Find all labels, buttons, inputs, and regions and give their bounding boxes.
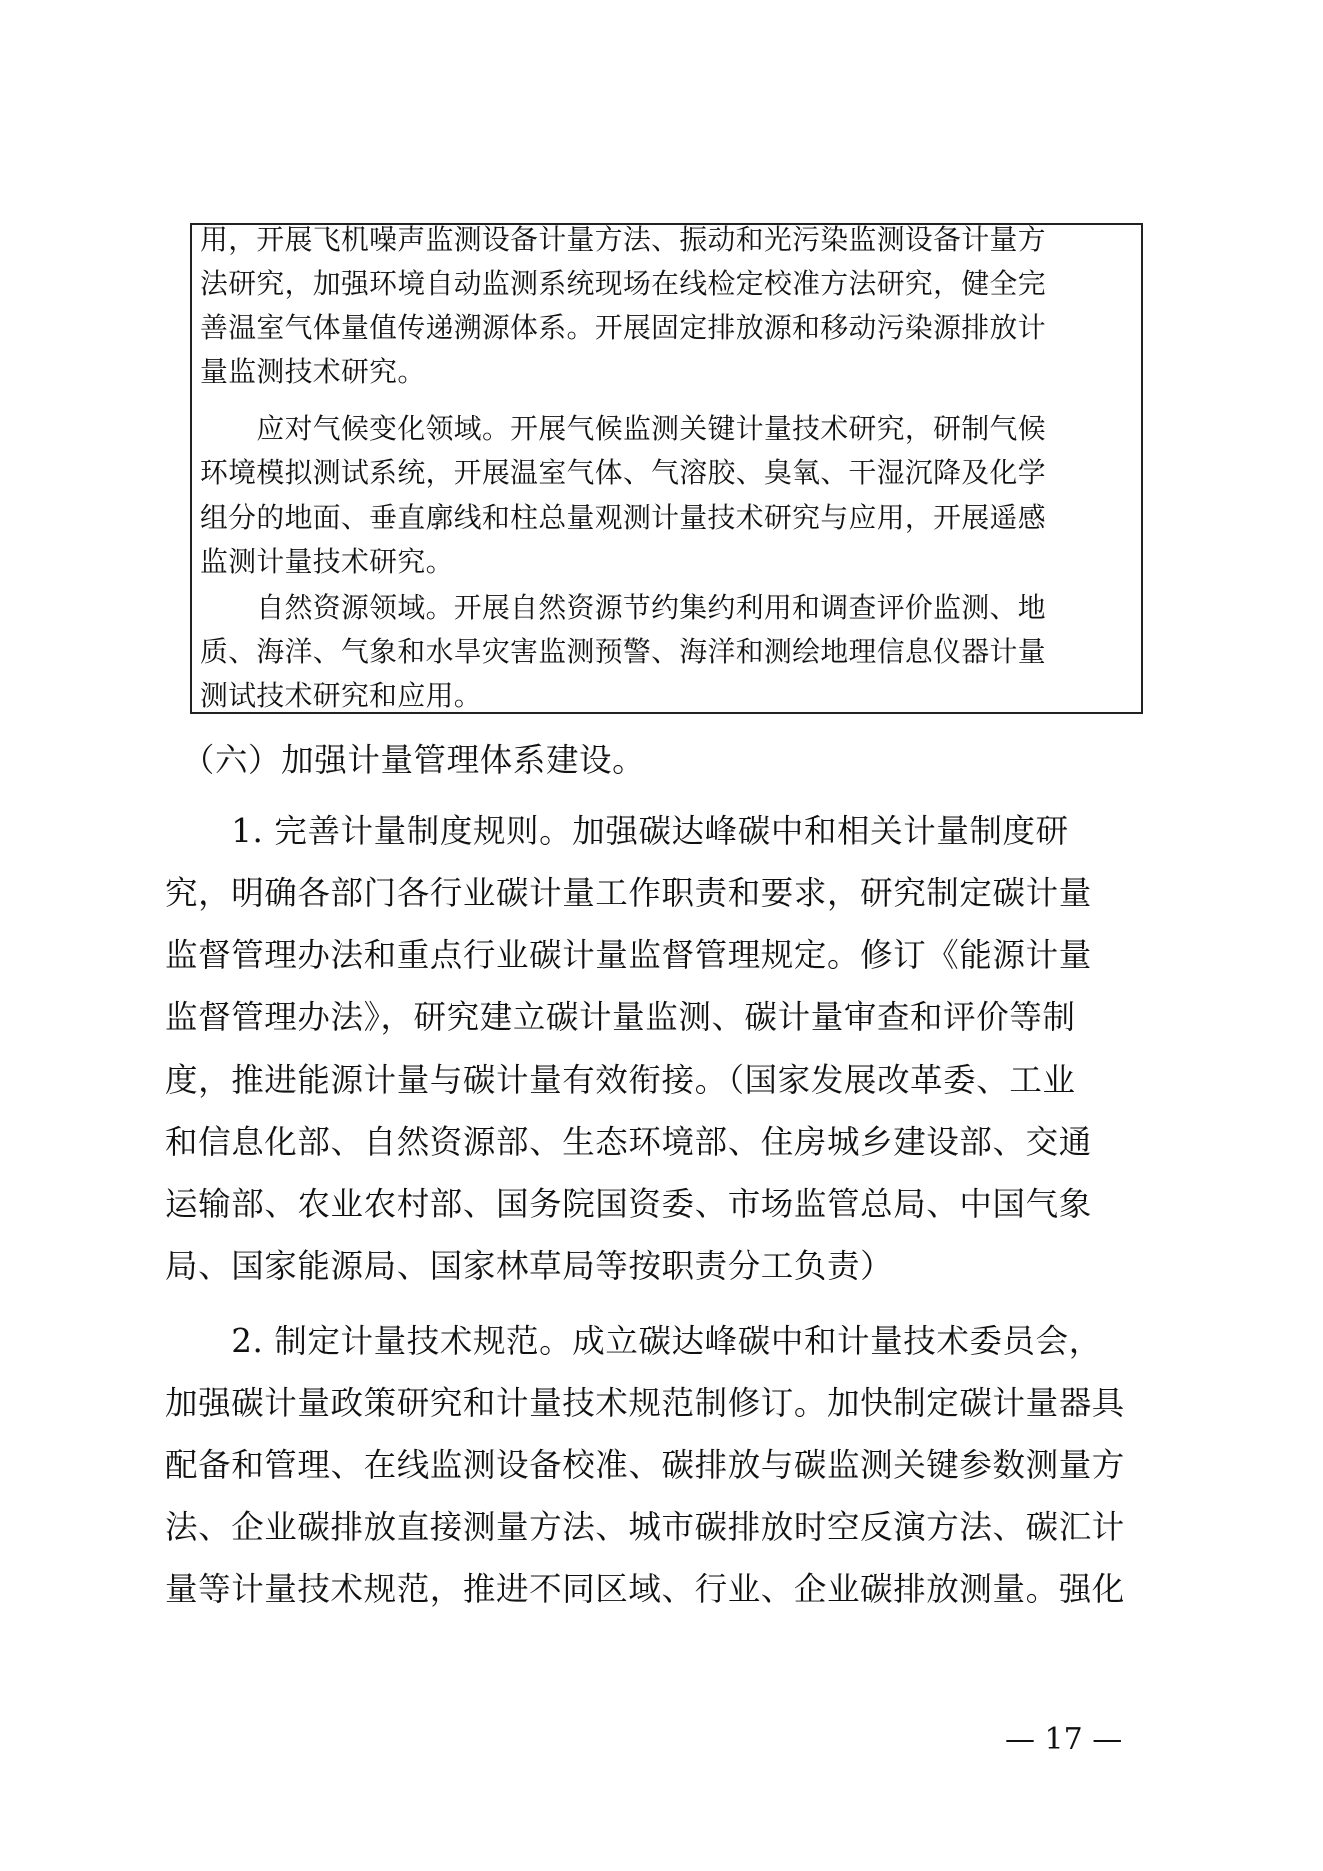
boxed-text-line: 自然资源领域。开展自然资源节约集约利用和调查评价监测、地 xyxy=(200,591,1046,624)
body-text-line: 局、国家能源局、国家林草局等按职责分工负责） xyxy=(165,1247,894,1285)
body-text-line: 和信息化部、自然资源部、生态环境部、住房城乡建设部、交通 xyxy=(165,1123,1092,1161)
boxed-text-line: 监测计量技术研究。 xyxy=(200,545,454,578)
body-text-line: 究，明确各部门各行业碳计量工作职责和要求，研究制定碳计量 xyxy=(165,874,1092,912)
boxed-text-line: 环境模拟测试系统，开展温室气体、气溶胶、臭氧、干湿沉降及化学 xyxy=(200,456,1046,489)
body-text-line: 运输部、农业农村部、国务院国资委、市场监管总局、中国气象 xyxy=(165,1185,1092,1223)
body-text-line: 配备和管理、在线监测设备校准、碳排放与碳监测关键参数测量方 xyxy=(165,1446,1125,1484)
boxed-text-line: 善温室气体量值传递溯源体系。开展固定排放源和移动污染源排放计 xyxy=(200,311,1046,344)
body-text-line: 加强碳计量政策研究和计量技术规范制修订。加快制定碳计量器具 xyxy=(165,1384,1125,1422)
boxed-text-line: 法研究，加强环境自动监测系统现场在线检定校准方法研究，健全完 xyxy=(200,267,1046,300)
page-number: — 17 — xyxy=(1005,1722,1123,1757)
boxed-text-line: 测试技术研究和应用。 xyxy=(200,679,482,712)
body-text-line: 法、企业碳排放直接测量方法、城市碳排放时空反演方法、碳汇计 xyxy=(165,1508,1125,1546)
body-text-line: 监督管理办法和重点行业碳计量监督管理规定。修订《能源计量 xyxy=(165,936,1092,974)
section-heading: （六）加强计量管理体系建设。 xyxy=(165,741,646,779)
body-text-line: 监督管理办法》，研究建立碳计量监测、碳计量审查和评价等制 xyxy=(165,998,1076,1036)
boxed-text-line: 量监测技术研究。 xyxy=(200,355,426,388)
body-text-line: 度，推进能源计量与碳计量有效衔接。（国家发展改革委、工业 xyxy=(165,1061,1076,1099)
body-text-line: 2. 制定计量技术规范。成立碳达峰碳中和计量技术委员会， xyxy=(165,1322,1102,1360)
body-text-line: 1. 完善计量制度规则。加强碳达峰碳中和相关计量制度研 xyxy=(165,812,1069,850)
body-text-line: 量等计量技术规范，推进不同区域、行业、企业碳排放测量。强化 xyxy=(165,1570,1125,1608)
boxed-text-line: 组分的地面、垂直廓线和柱总量观测计量技术研究与应用，开展遥感 xyxy=(200,501,1046,534)
boxed-text-line: 用，开展飞机噪声监测设备计量方法、振动和光污染监测设备计量方 xyxy=(200,223,1046,256)
boxed-text-line: 质、海洋、气象和水旱灾害监测预警、海洋和测绘地理信息仪器计量 xyxy=(200,635,1046,668)
boxed-text-line: 应对气候变化领域。开展气候监测关键计量技术研究，研制气候 xyxy=(200,412,1046,445)
